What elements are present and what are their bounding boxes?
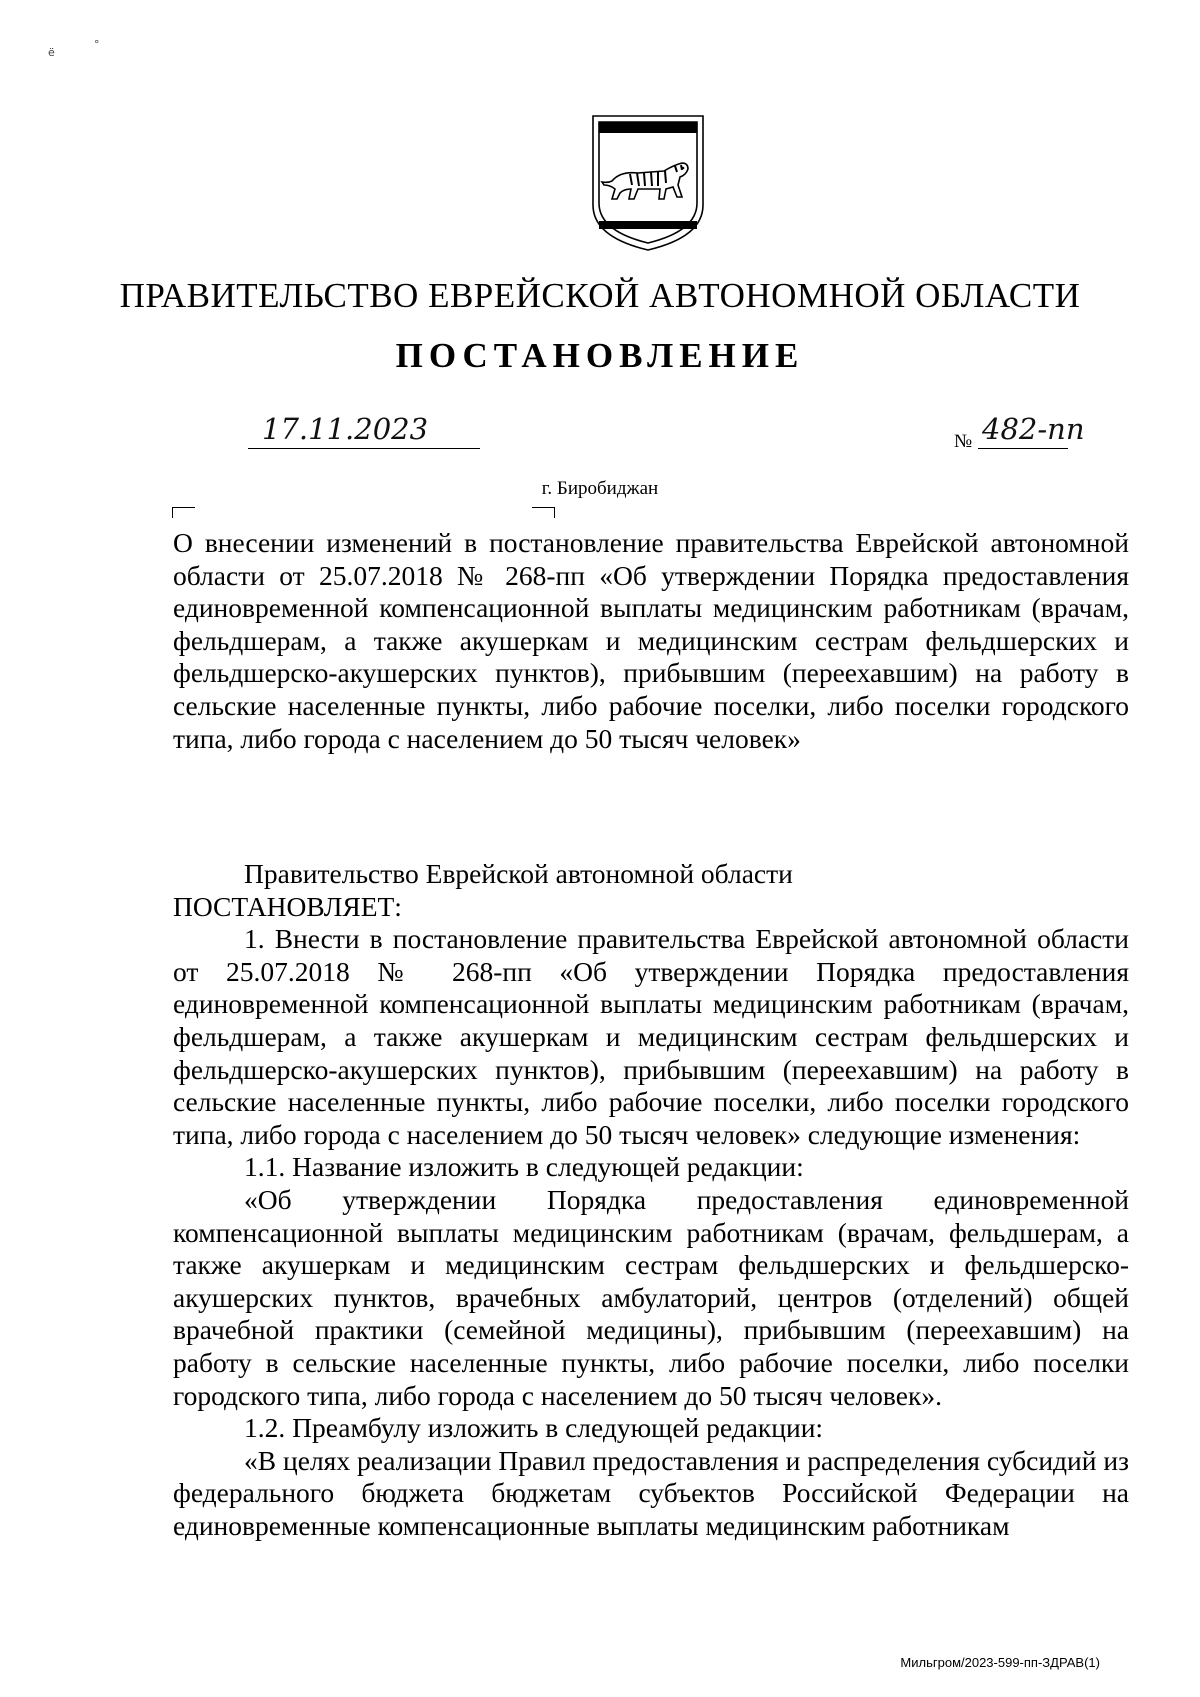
- organization-title: ПРАВИТЕЛЬСТВО ЕВРЕЙСКОЙ АВТОНОМНОЙ ОБЛАСТИ: [119, 276, 1081, 315]
- city: г. Биробиджан: [541, 478, 659, 499]
- item-1-1: 1.1. Название изложить в следующей редакции:: [244, 1151, 804, 1183]
- tiger-icon: [602, 163, 688, 199]
- crest-stripe-top: [599, 122, 697, 133]
- crest-emblem: [590, 113, 706, 253]
- item-1-1-text: «Об утверждении Порядка предоставления единовременной компенсационной выплаты медицинским работникам (врачам, фельдшерам, а также акушеркам и медицинским сестрам фельдшерских и фельдшерско-акушерских пунктов, врачебных амбулаторий, центров (отделений) общей врачебной практики (семейной медицины), прибывшим (переехавшим) на работу в сельские населенные пункты, либо рабочие поселки, либо поселки городского типа, либо города с населением до 50 тысяч человек».: [173, 1183, 1129, 1411]
- preamble-line-2: ПОСТАНОВЛЯЕТ:: [173, 890, 402, 922]
- number-handwritten: 482-пп: [982, 412, 1085, 446]
- subject-bracket-right: [532, 507, 555, 518]
- item-1-2-text: «В целях реализации Правил предоставления и распределения субсидий из федерального бюджета бюджетам субъектов Российской Федерации на единовременные компенсационные выплаты медицинским работникам: [173, 1444, 1129, 1541]
- document-type: ПОСТАНОВЛЕНИЕ: [395, 336, 805, 375]
- date-handwritten: 17.11.2023: [262, 412, 429, 446]
- preamble-line-1: Правительство Еврейской автономной области: [244, 858, 793, 889]
- subject-bracket-left: [172, 507, 195, 518]
- number-field: [978, 412, 1085, 449]
- document-body: [173, 858, 1129, 1542]
- subject-title: О внесении изменений в постановление правительства Еврейской автономной области от 25.07.2018 № 268-пп «Об утверждении Порядка предоставления единовременной компенсационной выплаты медицинским работникам (врачам, фельдшерам, а также акушеркам и медицинским сестрам фельдшерских и фельдшерско-акушерских пунктов), прибывшим (переехавшим) на работу в сельские населенные пункты, либо рабочие поселки, либо поселки городского типа, либо города с населением до 50 тысяч человек»: [173, 527, 1129, 754]
- crest-stripe-bottom: [599, 221, 697, 229]
- item-1: 1. Внести в постановление правительства Еврейской автономной области от 25.07.2018 № 268-пп «Об утверждении Порядка предоставления единовременной компенсационной выплаты медицинским работникам (врачам, фельдшерам, а также акушеркам и медицинским сестрам фельдшерских и фельдшерско-акушерских пунктов), прибывшим (переехавшим) на работу в сельские населенные пункты, либо рабочие поселки, либо поселки городского типа, либо города с населением до 50 тысяч человек» следующие изменения:: [173, 923, 1129, 1150]
- item-1-2: 1.2. Преамбулу изложить в следующей редакции:: [244, 1412, 824, 1444]
- date-field: [248, 412, 480, 449]
- document-code: Мильгром/2023-599-пп-ЗДРАВ(1): [900, 1655, 1100, 1670]
- scan-mark: °: [94, 38, 100, 51]
- number-label: №: [954, 431, 973, 452]
- scan-mark: ё: [48, 46, 55, 59]
